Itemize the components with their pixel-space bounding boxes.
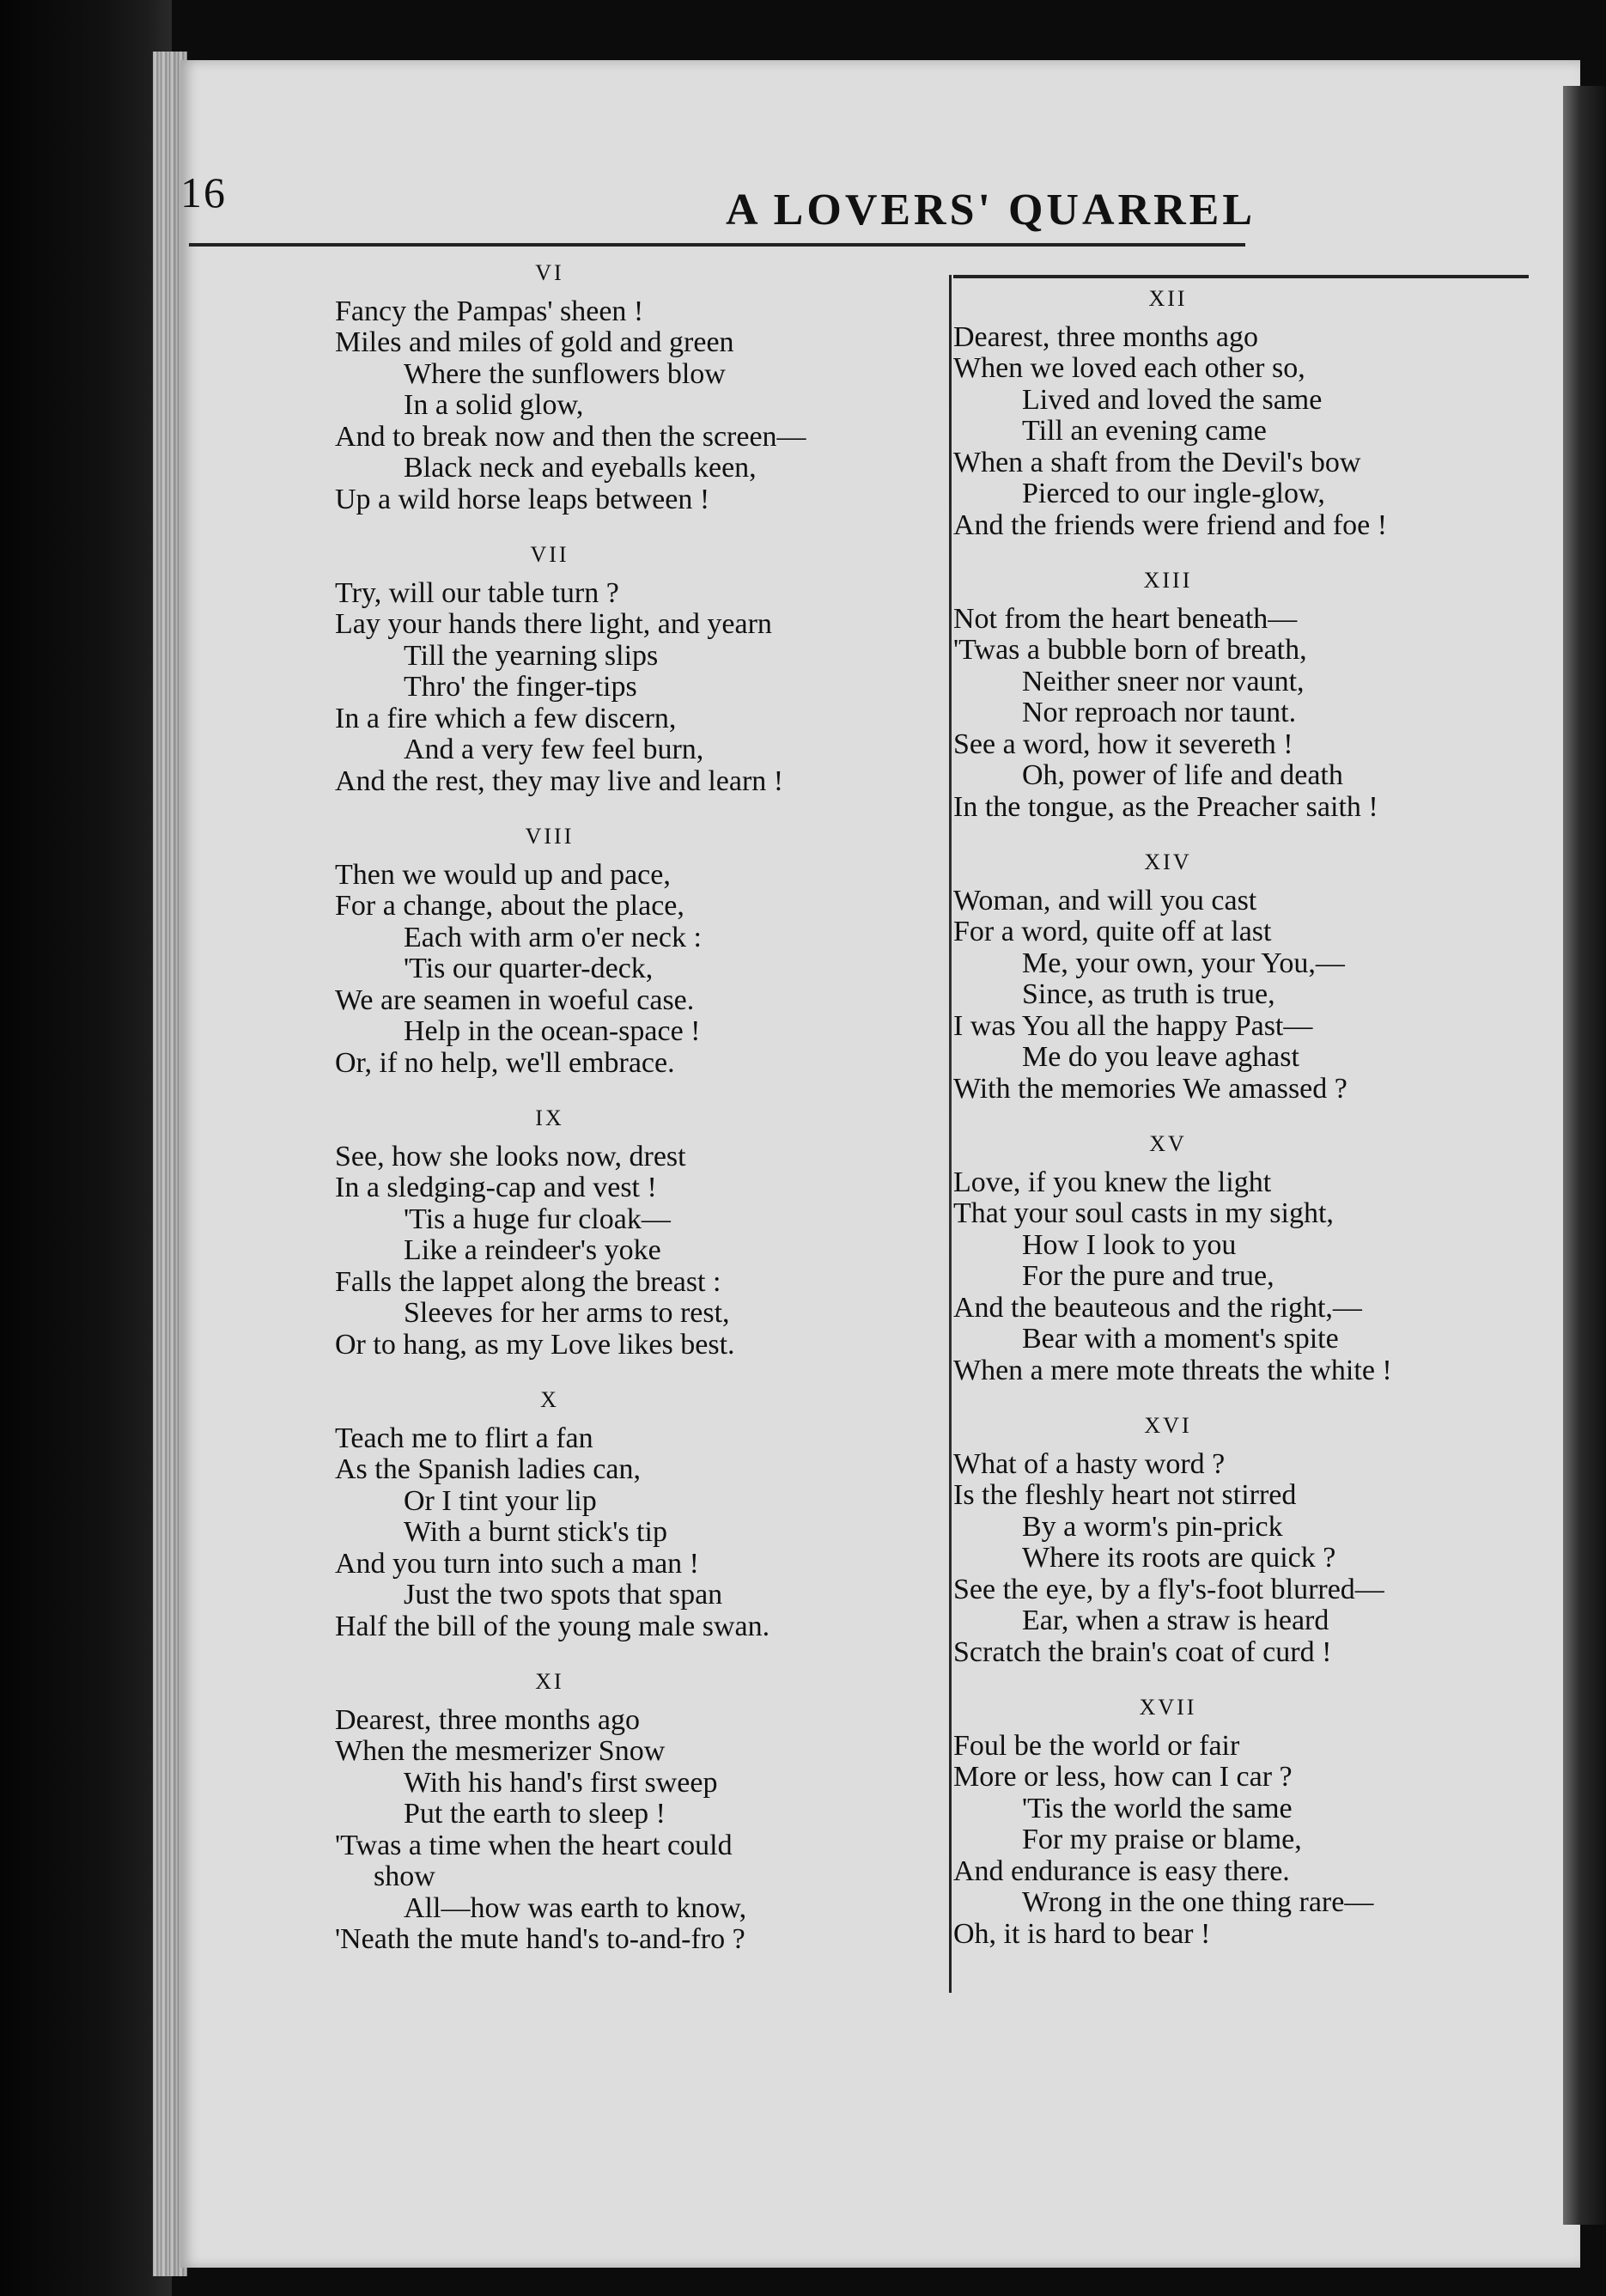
verse-line: Half the bill of the young male swan. bbox=[335, 1610, 770, 1642]
verse-line: For my praise or blame, bbox=[1022, 1824, 1302, 1855]
verse-line: Falls the lappet along the breast : bbox=[335, 1265, 721, 1298]
stanza-numeral: XIII bbox=[1143, 568, 1193, 593]
verse-line: Just the two spots that span bbox=[404, 1579, 723, 1611]
verse-line: Help in the ocean-space ! bbox=[404, 1015, 701, 1047]
verse-line: When the mesmerizer Snow bbox=[335, 1735, 666, 1767]
verse-line: Fancy the Pampas' sheen ! bbox=[335, 295, 644, 327]
right-column bbox=[953, 283, 1537, 1974]
verse-line: And to break now and then the screen— bbox=[335, 420, 806, 453]
verse-line: Dearest, three months ago bbox=[335, 1703, 640, 1736]
verse-line: show bbox=[374, 1861, 435, 1892]
verse-line: For a change, about the place, bbox=[335, 890, 684, 922]
stanza-numeral: VI bbox=[535, 260, 564, 285]
verse-line: 'Twas a bubble born of breath, bbox=[953, 634, 1307, 666]
verse-line: Scratch the brain's coat of curd ! bbox=[953, 1635, 1332, 1668]
stanza-numeral: XII bbox=[1148, 286, 1188, 311]
verse-line: Black neck and eyeballs keen, bbox=[404, 452, 757, 484]
header-rule-left bbox=[189, 243, 1245, 247]
stanza-numeral: XV bbox=[1149, 1131, 1187, 1156]
header-rule-right bbox=[953, 275, 1529, 278]
verse-line: Then we would up and pace, bbox=[335, 858, 671, 891]
verse-line: When a mere mote threats the white ! bbox=[953, 1354, 1392, 1386]
verse-line: With the memories We amassed ? bbox=[953, 1072, 1347, 1105]
verse-line: See a word, how it severeth ! bbox=[953, 728, 1293, 760]
stanza-numeral: XIV bbox=[1144, 850, 1192, 874]
scan-border-right bbox=[1563, 86, 1606, 2225]
verse-line: With his hand's first sweep bbox=[404, 1766, 718, 1799]
verse-line: Miles and miles of gold and green bbox=[335, 326, 734, 358]
stanza-numeral: VII bbox=[530, 542, 569, 567]
verse-line: And you turn into such a man ! bbox=[335, 1547, 699, 1580]
verse-line: Me, your own, your You,— bbox=[1022, 947, 1345, 979]
verse-line: Thro' the finger-tips bbox=[404, 671, 637, 703]
verse-line: Since, as truth is true, bbox=[1022, 978, 1275, 1010]
verse-line: Wrong in the one thing rare— bbox=[1022, 1886, 1374, 1918]
verse-line: In the tongue, as the Preacher saith ! bbox=[953, 790, 1378, 823]
verse-line: We are seamen in woeful case. bbox=[335, 984, 695, 1016]
scan-border-left bbox=[0, 0, 172, 2296]
stanza bbox=[335, 539, 936, 797]
verse-line: And endurance is easy there. bbox=[953, 1854, 1290, 1887]
verse-line: Neither sneer nor vaunt, bbox=[1022, 665, 1305, 697]
page-number: 16 bbox=[180, 168, 227, 216]
stanza-numeral: VIII bbox=[525, 824, 575, 849]
verse-line: When a shaft from the Devil's bow bbox=[953, 446, 1361, 478]
verse-line: Foul be the world or fair bbox=[953, 1729, 1240, 1762]
stanza bbox=[335, 821, 936, 1079]
verse-line: Dearest, three months ago bbox=[953, 320, 1258, 353]
verse-line: All—how was earth to know, bbox=[404, 1891, 747, 1924]
verse-line: That your soul casts in my sight, bbox=[953, 1197, 1334, 1229]
verse-line: And a very few feel burn, bbox=[404, 734, 704, 765]
stanza-numeral: X bbox=[540, 1387, 559, 1412]
stanza bbox=[953, 283, 1537, 541]
verse-line: Where the sunflowers blow bbox=[404, 357, 726, 390]
verse-line: And the beauteous and the right,— bbox=[953, 1291, 1362, 1324]
stanza-numeral: XVII bbox=[1139, 1695, 1197, 1720]
verse-line: In a solid glow, bbox=[404, 389, 584, 421]
verse-line: Till an evening came bbox=[1022, 415, 1267, 447]
verse-line: Oh, it is hard to bear ! bbox=[953, 1917, 1211, 1950]
verse-line: What of a hasty word ? bbox=[953, 1447, 1226, 1480]
verse-line: Lived and loved the same bbox=[1022, 383, 1323, 416]
verse-line: Love, if you knew the light bbox=[953, 1166, 1272, 1198]
stanza bbox=[335, 1385, 936, 1642]
verse-line: For the pure and true, bbox=[1022, 1260, 1274, 1292]
verse-line: Not from the heart beneath— bbox=[953, 602, 1298, 635]
stanza-numeral: IX bbox=[535, 1105, 564, 1130]
stanza bbox=[335, 258, 936, 515]
stanza-numeral: XI bbox=[535, 1669, 564, 1694]
verse-line: How I look to you bbox=[1022, 1228, 1237, 1261]
verse-line: Sleeves for her arms to rest, bbox=[404, 1297, 730, 1329]
stanza bbox=[953, 1129, 1537, 1386]
verse-line: Or I tint your lip bbox=[404, 1484, 597, 1517]
verse-line: Is the fleshly heart not stirred bbox=[953, 1479, 1297, 1511]
verse-line: Ear, when a straw is heard bbox=[1022, 1605, 1329, 1636]
verse-line: Or to hang, as my Love likes best. bbox=[335, 1328, 735, 1361]
verse-line: Lay your hands there light, and yearn bbox=[335, 608, 772, 640]
verse-line: For a word, quite off at last bbox=[953, 916, 1272, 947]
verse-line: Bear with a moment's spite bbox=[1022, 1323, 1339, 1355]
stanza bbox=[953, 1692, 1537, 1950]
verse-line: More or less, how can I car ? bbox=[953, 1761, 1293, 1793]
verse-line: Me do you leave aghast bbox=[1022, 1041, 1299, 1073]
verse-line: Where its roots are quick ? bbox=[1022, 1542, 1336, 1574]
stanza bbox=[953, 847, 1537, 1105]
verse-line: When we loved each other so, bbox=[953, 352, 1305, 384]
verse-line: Woman, and will you cast bbox=[953, 884, 1257, 917]
verse-line: Pierced to our ingle-glow, bbox=[1022, 478, 1325, 509]
verse-line: Or, if no help, we'll embrace. bbox=[335, 1046, 675, 1079]
running-title: A LOVERS' QUARREL bbox=[726, 186, 1256, 234]
verse-line: 'Tis the world the same bbox=[1022, 1792, 1293, 1824]
verse-line: I was You all the happy Past— bbox=[953, 1009, 1313, 1042]
verse-line: In a sledging-cap and vest ! bbox=[335, 1172, 657, 1203]
verse-line: And the rest, they may live and learn ! bbox=[335, 764, 784, 797]
verse-line: See the eye, by a fly's-foot blurred— bbox=[953, 1573, 1384, 1605]
verse-line: Each with arm o'er neck : bbox=[404, 921, 702, 953]
column-divider bbox=[949, 275, 952, 1993]
stanza-numeral: XVI bbox=[1144, 1413, 1192, 1438]
verse-line: Up a wild horse leaps between ! bbox=[335, 483, 710, 515]
verse-line: As the Spanish ladies can, bbox=[335, 1453, 641, 1485]
verse-line: 'Neath the mute hand's to-and-fro ? bbox=[335, 1923, 745, 1955]
verse-line: 'Tis a huge fur cloak— bbox=[404, 1203, 671, 1235]
verse-line: Oh, power of life and death bbox=[1022, 759, 1343, 791]
verse-line: Like a reindeer's yoke bbox=[404, 1234, 661, 1266]
verse-line: Nor reproach nor taunt. bbox=[1022, 697, 1297, 728]
verse-line: And the friends were friend and foe ! bbox=[953, 509, 1388, 541]
verse-line: Teach me to flirt a fan bbox=[335, 1422, 593, 1454]
verse-line: 'Tis our quarter-deck, bbox=[404, 953, 654, 984]
verse-line: See, how she looks now, drest bbox=[335, 1140, 686, 1172]
stanza bbox=[335, 1666, 936, 1956]
stanza bbox=[953, 565, 1537, 823]
left-column bbox=[335, 258, 936, 1980]
stanza bbox=[335, 1103, 936, 1361]
verse-line: Try, will our table turn ? bbox=[335, 576, 619, 609]
verse-line: With a burnt stick's tip bbox=[404, 1516, 667, 1548]
verse-line: Till the yearning slips bbox=[404, 639, 659, 672]
stanza bbox=[953, 1410, 1537, 1668]
verse-line: 'Twas a time when the heart could bbox=[335, 1829, 733, 1861]
verse-line: Put the earth to sleep ! bbox=[404, 1798, 666, 1830]
verse-line: By a worm's pin-prick bbox=[1022, 1510, 1283, 1543]
verse-line: In a fire which a few discern, bbox=[335, 702, 677, 734]
